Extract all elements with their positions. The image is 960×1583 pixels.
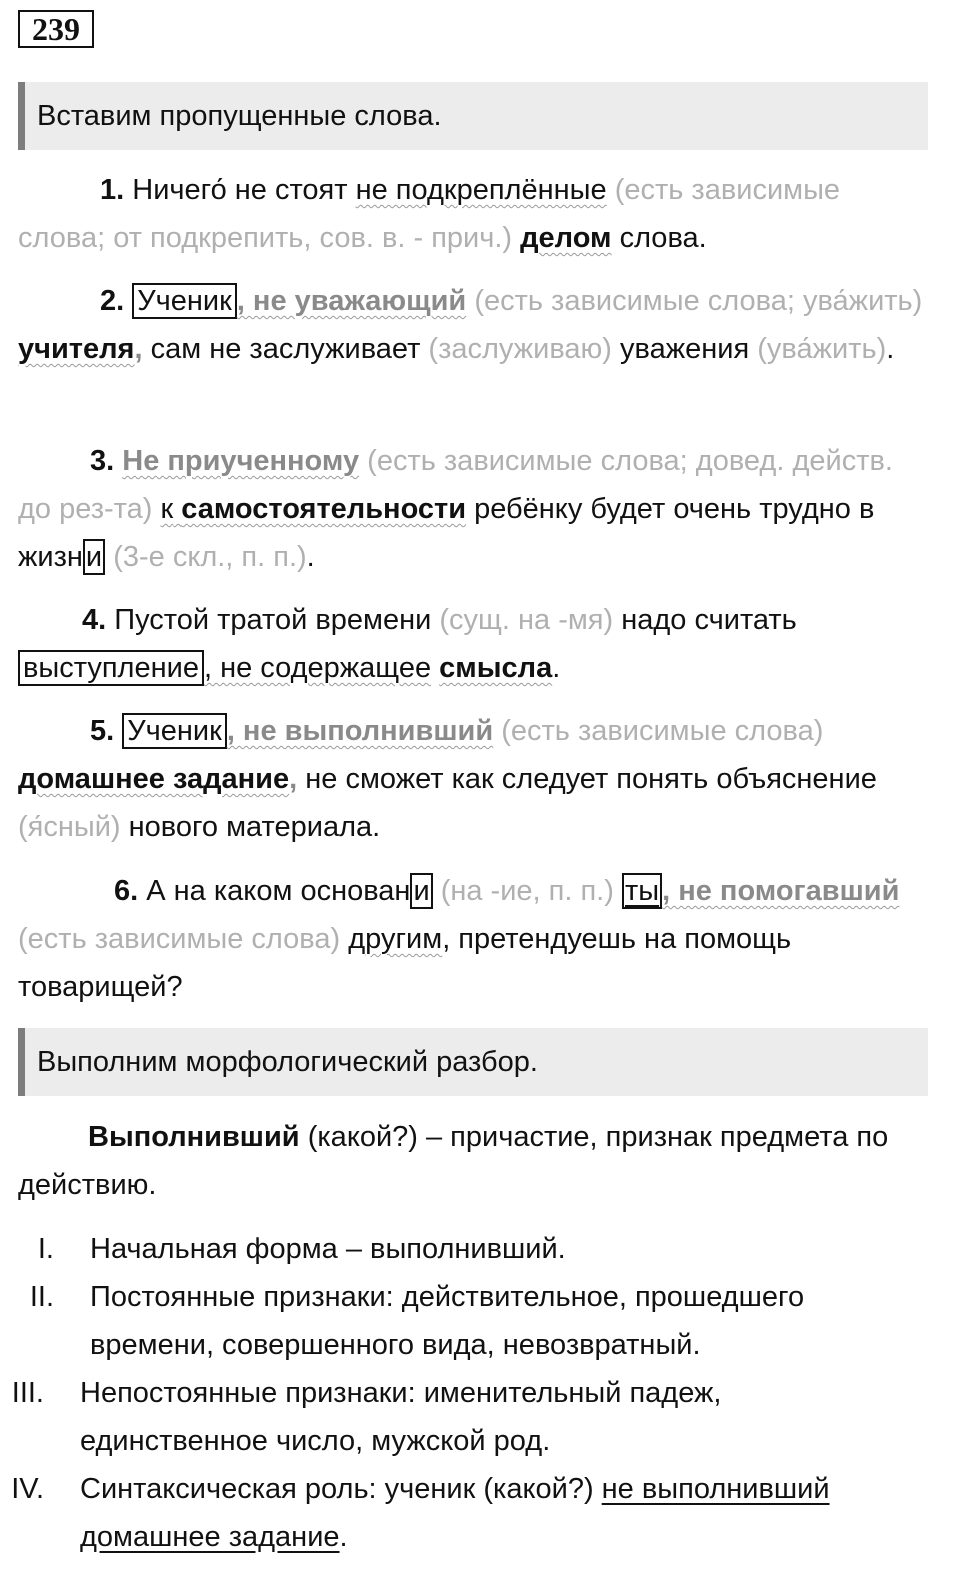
sentence-text: не сможет как следует понять bbox=[305, 763, 709, 795]
sentence-6 bbox=[18, 867, 933, 1011]
morph-definition: (какой?) – причастие, признак предмета по действию. bbox=[18, 1121, 889, 1201]
sentence-text: объяснение bbox=[716, 763, 877, 795]
participle-phrase: , не помогавший bbox=[662, 875, 900, 907]
grammar-note: (3-е скл., п. п.) bbox=[113, 541, 307, 573]
preposition: к bbox=[160, 493, 174, 525]
grammar-note: (ува́жить) bbox=[757, 333, 887, 365]
comma: , bbox=[134, 333, 143, 365]
section-heading-morph bbox=[18, 1028, 928, 1096]
sentence-text: уважения bbox=[620, 333, 750, 365]
sentence-text: нового материала. bbox=[128, 811, 381, 843]
sentence-number: 4. bbox=[82, 604, 107, 636]
roman-numeral: IV. bbox=[11, 1473, 44, 1505]
period: . bbox=[552, 652, 561, 684]
participle: , не уважающий bbox=[236, 285, 467, 317]
grammar-note: (есть зависимые слова) bbox=[18, 923, 341, 955]
grammar-note: (сущ. на -мя) bbox=[439, 604, 614, 636]
boxed-word: Ученик bbox=[132, 283, 237, 319]
grammar-note: (заслуживаю) bbox=[428, 333, 612, 365]
boxed-ending: и bbox=[83, 539, 105, 575]
section-heading-text: Вставим пропущенные слова. bbox=[37, 99, 442, 132]
dependent-word: делом bbox=[520, 222, 612, 254]
sentence-text: А на каком основан bbox=[146, 875, 411, 907]
section-heading-text: Выполним морфологический разбор. bbox=[37, 1045, 538, 1078]
grammar-note: (есть зависимые слова; ува́жить) bbox=[474, 285, 923, 317]
sentence-text: , претендуешь на помощь товарищей? bbox=[18, 923, 792, 1003]
morph-intro bbox=[18, 1113, 933, 1209]
boxed-ending: и bbox=[410, 873, 432, 909]
dependent-word: смысла bbox=[439, 652, 553, 684]
participle-phrase: , не выполнивший bbox=[226, 715, 494, 747]
dependent-word: учителя bbox=[18, 333, 135, 365]
sentence-number: 2. bbox=[100, 285, 125, 317]
sentence-4 bbox=[18, 596, 933, 692]
grammar-note: (есть зависимые слова; довед. действ. до рез-та) bbox=[18, 445, 893, 525]
sentence-1 bbox=[18, 166, 933, 262]
boxed-word: Ученик bbox=[122, 713, 227, 749]
roman-numeral: III. bbox=[11, 1377, 44, 1409]
grammar-note: (я́сный) bbox=[18, 811, 121, 843]
participle-phrase: Не приученному bbox=[122, 445, 360, 477]
period: . bbox=[306, 541, 315, 573]
sentence-text: надо считать bbox=[621, 604, 797, 636]
morph-item-text: Непостоянные признаки: именительный падеж, единственное число, мужской род. bbox=[80, 1377, 722, 1457]
morph-item-text-a: Синтаксическая роль: ученик (какой?) bbox=[80, 1473, 594, 1505]
sentence-5 bbox=[18, 707, 933, 851]
morph-word: Выполнивший bbox=[88, 1121, 300, 1153]
morph-item-text: Начальная форма – выполнивший. bbox=[90, 1233, 566, 1265]
sentence-text: Пустой тратой времени bbox=[114, 604, 432, 636]
morph-item-text bbox=[80, 1465, 940, 1561]
sentence-text: Ничего́ не стоят bbox=[132, 174, 348, 206]
morph-item-text: Постоянные признаки: действительное, прошедшего времени, совершенного вида, невозвратный. bbox=[90, 1281, 805, 1361]
sentence-text: ребёнку будет очень трудно в жизн bbox=[18, 493, 875, 573]
roman-numeral: II. bbox=[29, 1281, 54, 1313]
grammar-note: (есть зависимые слова; от подкрепить, сов. в. - прич.) bbox=[18, 174, 841, 254]
period: . bbox=[886, 333, 895, 365]
participle-phrase: не подкреплённые bbox=[355, 174, 607, 206]
participle-phrase: , не содержащее bbox=[203, 652, 432, 684]
exercise-number: 239 bbox=[18, 10, 94, 48]
sentence-2 bbox=[18, 277, 933, 373]
dependent-word: другим bbox=[348, 923, 443, 955]
participle-phrase bbox=[237, 285, 466, 317]
dependent-word: самостоятельности bbox=[181, 493, 467, 525]
sentence-number: 5. bbox=[90, 715, 115, 747]
roman-numeral: I. bbox=[37, 1233, 54, 1265]
comma: , bbox=[289, 763, 298, 795]
sentence-text: слова. bbox=[619, 222, 707, 254]
boxed-word: выступление bbox=[18, 650, 204, 686]
sentence-number: 3. bbox=[90, 445, 115, 477]
sentence-number: 1. bbox=[100, 174, 125, 206]
grammar-note: (на -ие, п. п.) bbox=[440, 875, 614, 907]
sentence-text: сам не заслуживает bbox=[150, 333, 421, 365]
period: . bbox=[339, 1521, 348, 1553]
dependent-phrase bbox=[161, 493, 467, 525]
grammar-note: (есть зависимые слова) bbox=[501, 715, 824, 747]
section-heading-insert-words bbox=[18, 82, 928, 150]
sentence-3 bbox=[18, 437, 933, 581]
participle-phrase-underlined: не выполнивший домашнее задание bbox=[80, 1473, 830, 1553]
dependent-phrase: домашнее задание bbox=[18, 763, 290, 795]
sentence-number: 6. bbox=[114, 875, 139, 907]
boxed-word: ты bbox=[622, 873, 662, 909]
